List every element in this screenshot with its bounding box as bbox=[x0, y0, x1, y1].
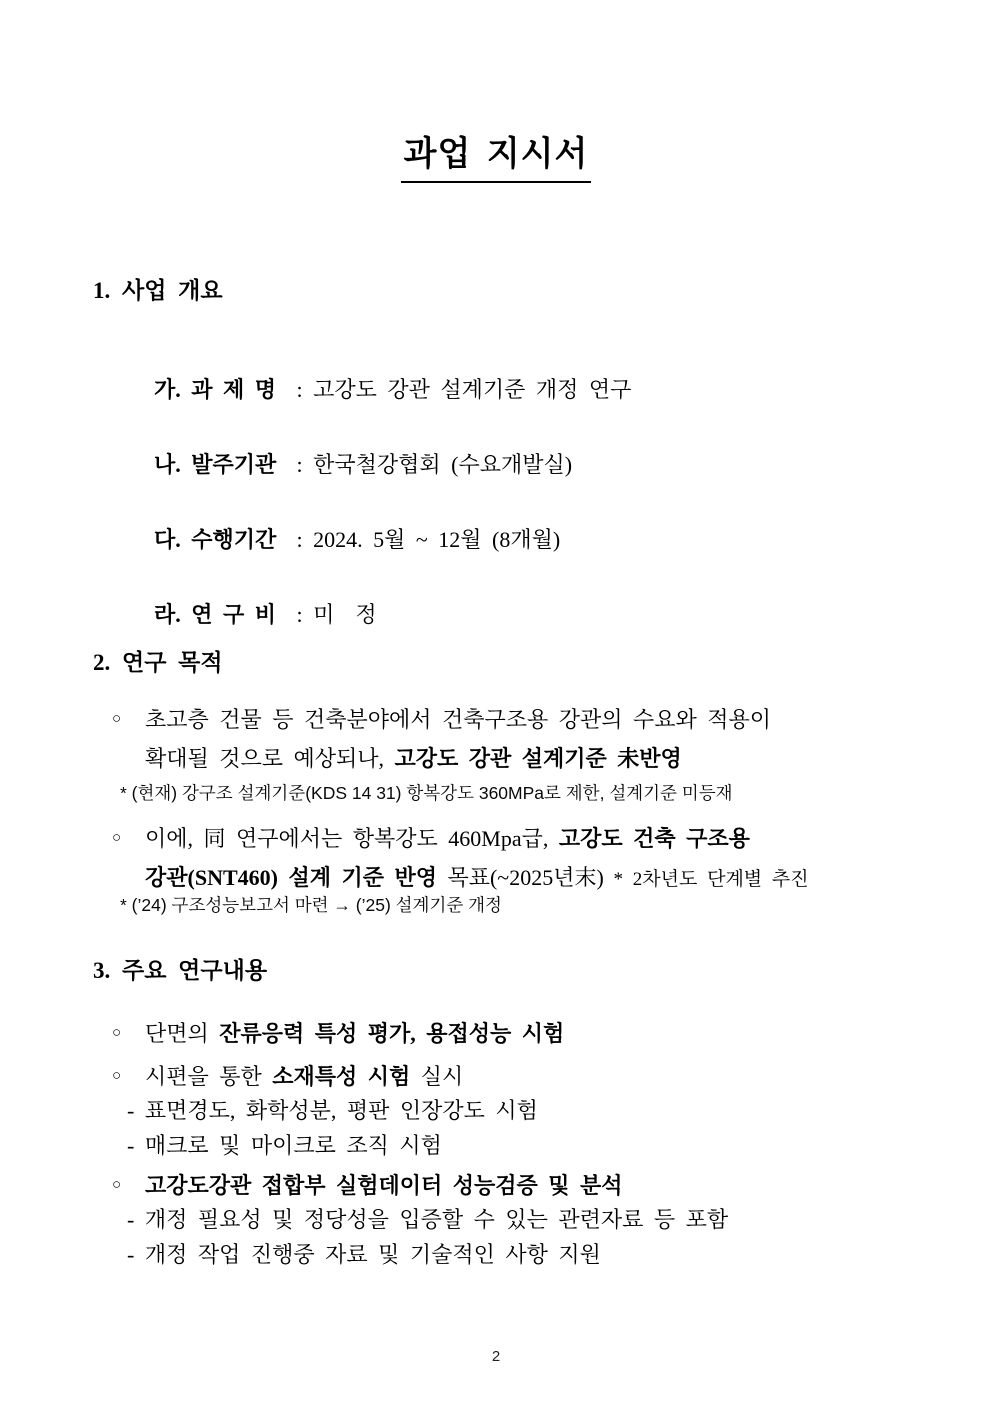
field-value: 고강도 강관 설계기준 개정 연구 bbox=[313, 377, 632, 402]
bullet-item bbox=[112, 1014, 564, 1053]
bullet-text-bold: 잔류응력 특성 평가, 용접성능 시험 bbox=[219, 1021, 565, 1046]
bullet-line bbox=[145, 739, 771, 778]
bullet-text: 시편을 통한 bbox=[145, 1064, 273, 1089]
circle-bullet-marker: ○ bbox=[112, 711, 122, 727]
field-colon: : bbox=[286, 377, 314, 402]
bullet-text-bold: 고강도 건축 구조용 bbox=[558, 826, 750, 851]
bullet-line bbox=[145, 700, 771, 739]
bullet-text: 실시 bbox=[410, 1064, 464, 1089]
circle-bullet-marker: ○ bbox=[112, 1177, 122, 1193]
bullet-text: 단면의 bbox=[145, 1021, 220, 1046]
document-title-row bbox=[0, 126, 992, 183]
circle-bullet-marker: ○ bbox=[112, 830, 122, 846]
section-2-heading: 2. 연구 목적 bbox=[93, 650, 223, 675]
circle-bullet-marker: ○ bbox=[112, 1068, 122, 1084]
field-colon: : bbox=[286, 527, 314, 552]
bullet-line bbox=[145, 1057, 463, 1096]
bullet-text-bold: 강관(SNT460) 설계 기준 반영 bbox=[145, 865, 437, 890]
footnote: * (’24) 구조성능보고서 마련 → (’25) 설계기준 개정 bbox=[120, 895, 502, 915]
field-value: 2024. 5월 ~ 12월 (8개월) bbox=[313, 527, 561, 552]
bullet-line bbox=[145, 1166, 623, 1205]
bullet-item bbox=[112, 819, 809, 899]
bullet-lines bbox=[145, 700, 771, 778]
bullet-text-bold: 소재특성 시험 bbox=[272, 1064, 411, 1089]
field-label: 라. 연 구 비 bbox=[154, 602, 277, 627]
document-title: 과업 지시서 bbox=[401, 126, 592, 183]
sub-item: - 매크로 및 마이크로 조직 시험 bbox=[127, 1133, 442, 1158]
field-value: 한국철강협회 (수요개발실) bbox=[313, 452, 573, 477]
bullet-text-bold: 고강도 강관 설계기준 未반영 bbox=[394, 746, 682, 771]
bullet-item bbox=[112, 1057, 463, 1096]
field-label: 나. 발주기관 bbox=[154, 452, 277, 477]
bullet-text-small: * 2차년도 단계별 추진 bbox=[603, 869, 809, 890]
bullet-line bbox=[145, 1014, 564, 1053]
field-ordering-agency bbox=[112, 422, 572, 505]
bullet-item bbox=[112, 1166, 623, 1205]
field-project-period bbox=[112, 497, 560, 580]
section-1-heading: 1. 사업 개요 bbox=[93, 278, 223, 303]
field-colon: : bbox=[286, 452, 314, 477]
field-colon: : bbox=[286, 602, 314, 627]
bullet-text: 초고층 건물 등 건축분야에서 건축구조용 강관의 수요와 적용이 bbox=[145, 707, 772, 732]
field-label: 다. 수행기간 bbox=[154, 527, 277, 552]
sub-item: - 개정 작업 진행중 자료 및 기술적인 사항 지원 bbox=[127, 1242, 601, 1267]
circle-bullet-marker: ○ bbox=[112, 1025, 122, 1041]
bullet-text: 확대될 것으로 예상되나, bbox=[145, 746, 395, 771]
page-number: 2 bbox=[491, 1348, 501, 1365]
footnote: * (현재) 강구조 설계기준(KDS 14 31) 항복강도 360MPa로 제한, 설계기준 미등재 bbox=[120, 783, 733, 803]
field-project-name bbox=[112, 347, 631, 430]
bullet-lines bbox=[145, 819, 809, 899]
field-research-budget bbox=[112, 572, 377, 655]
field-value: 미 정 bbox=[313, 602, 377, 627]
bullet-text: 이에, 同 연구에서는 항복강도 460Mpa급, bbox=[145, 826, 559, 851]
page-footer bbox=[0, 1348, 992, 1366]
bullet-line bbox=[145, 819, 809, 858]
bullet-item bbox=[112, 700, 771, 778]
section-3-heading: 3. 주요 연구내용 bbox=[93, 958, 268, 983]
field-label: 가. 과 제 명 bbox=[154, 377, 277, 402]
sub-item: - 표면경도, 화학성분, 평판 인장강도 시험 bbox=[127, 1098, 538, 1123]
sub-item: - 개정 필요성 및 정당성을 입증할 수 있는 관련자료 등 포함 bbox=[127, 1207, 729, 1232]
bullet-text: 목표(~2025년末) bbox=[436, 865, 604, 890]
bullet-text-bold: 고강도강관 접합부 실험데이터 성능검증 및 분석 bbox=[145, 1173, 623, 1198]
